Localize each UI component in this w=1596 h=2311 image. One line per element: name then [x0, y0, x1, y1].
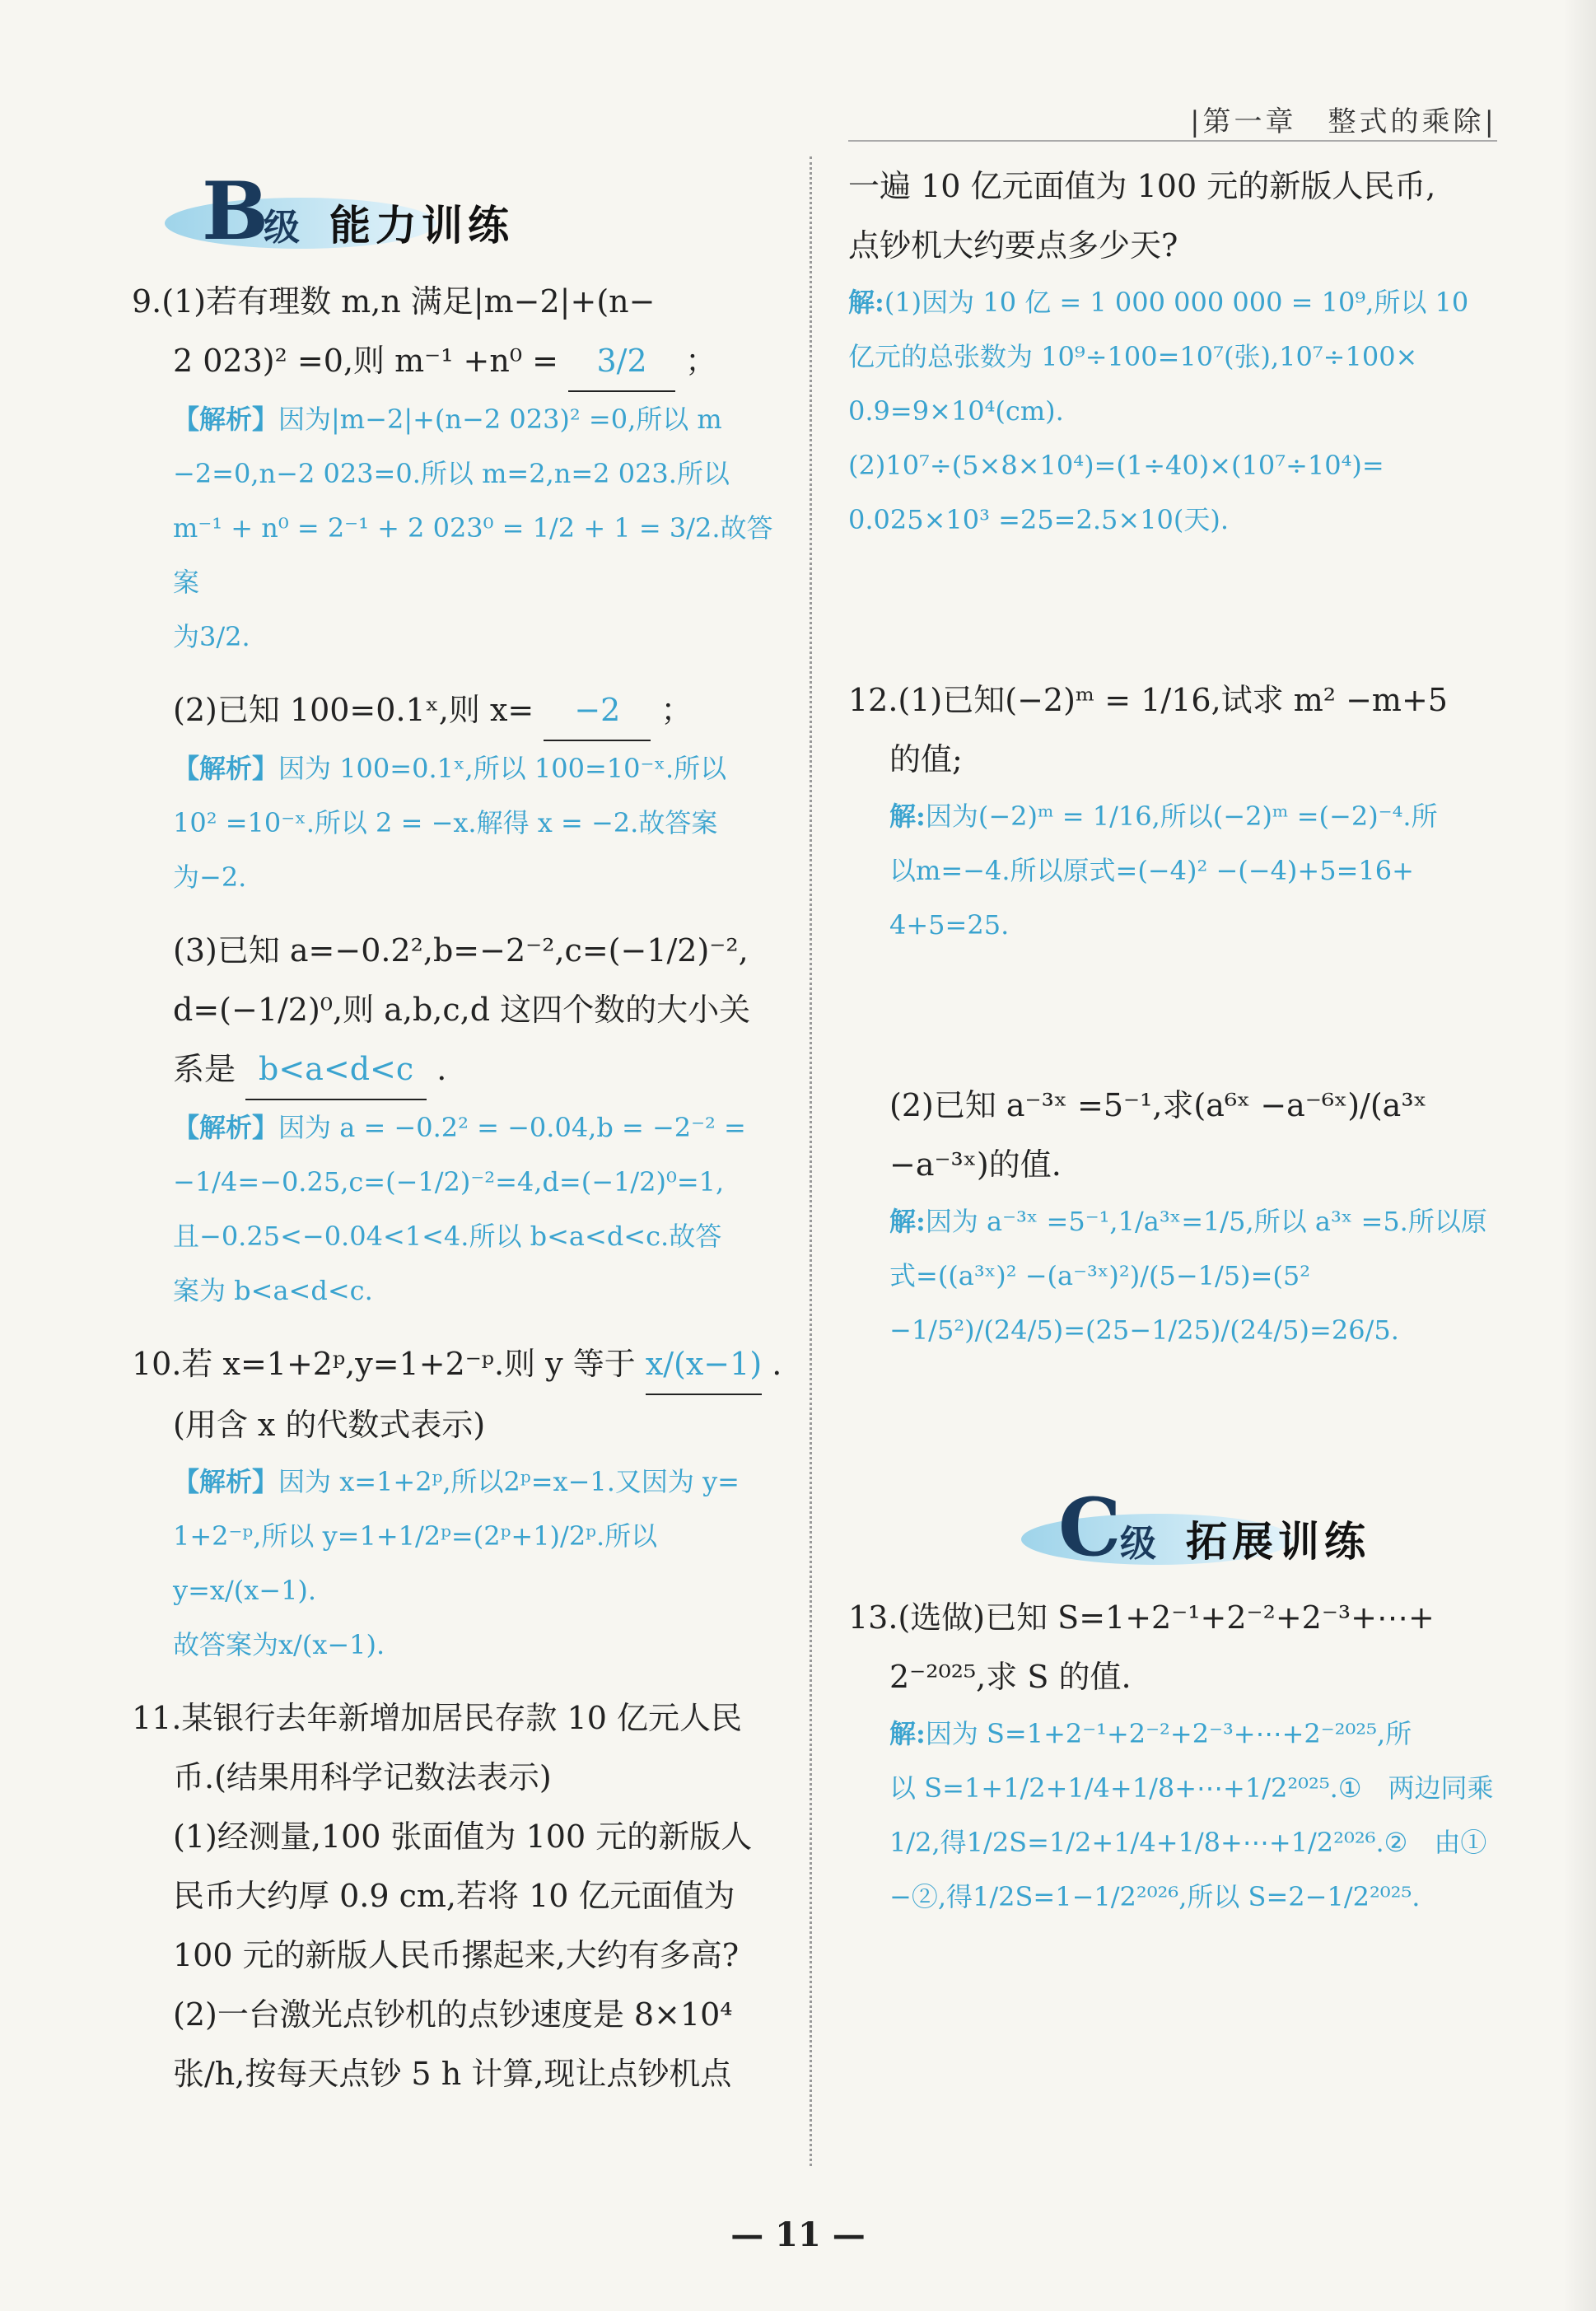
q11-ans4: (2)10⁷÷(5×8×10⁴)=(1÷40)×(10⁷÷10⁴)= [848, 450, 1384, 481]
q11-ans1 [848, 275, 1499, 329]
q12-p1-ans-tag: 解: [889, 801, 926, 832]
page-crease-shadow [1563, 0, 1596, 2311]
q9-p3-line1: (3)已知 a=−0.2²,b=−2⁻²,c=(−1/2)⁻², [173, 932, 749, 969]
q12-p1-ans1 [848, 789, 1499, 843]
q13-ans2: 以 S=1+1/2+1/4+1/8+⋯+1/2²⁰²⁵.① 两边同乘 [889, 1772, 1494, 1804]
q9-p2-ans3: 为−2. [173, 861, 247, 893]
section-c-banner [988, 1481, 1499, 1580]
page-number: — 11 — [730, 2215, 866, 2254]
section-b-letter: B [202, 165, 269, 258]
q11-line1: 11.某银行去年新增加居民存款 10 亿元人民 [132, 1700, 742, 1736]
spacer [848, 952, 1499, 1076]
q9-p3-line3 [132, 1039, 782, 1100]
question-9 [132, 272, 782, 1318]
q11-ans1-text: (1)因为 10 亿 = 1 000 000 000 = 10⁹,所以 10 [884, 287, 1469, 318]
q9-p1-ans2: −2=0,n−2 023=0.所以 m=2,n=2 023.所以 [173, 458, 730, 489]
q13-line1: 13.(选做)已知 S=1+2⁻¹+2⁻²+2⁻³+⋯+ [848, 1599, 1435, 1636]
spacer [848, 1357, 1499, 1481]
spacer [132, 664, 782, 680]
section-c-letter: C [1058, 1481, 1122, 1574]
q13-ans-tag: 解: [889, 1718, 926, 1749]
q12-p1-ans3: 4+5=25. [889, 909, 1010, 941]
q13-line2: 2⁻²⁰²⁵,求 S 的值. [889, 1659, 1132, 1695]
spacer [132, 1318, 782, 1334]
q9-p3-ans3: 且−0.25<−0.04<1<4.所以 b<a<d<c.故答 [173, 1221, 722, 1252]
spacer [132, 904, 782, 921]
q12-p2-ans2: 式=((a³ˣ)² −(a⁻³ˣ)²)/(5−1/5)=(5² −1/5²)/(24/5)=(25−1/25)/(24/5)=26/5. [889, 1260, 1399, 1346]
q9-p2-text: (2)已知 100=0.1ˣ,则 x= [173, 692, 534, 728]
q10-ans1-text: 因为 x=1+2ᵖ,所以2ᵖ=x−1.又因为 y= [278, 1466, 740, 1497]
q9-p2-ans-tag: 【解析】 [173, 753, 279, 784]
q11-ans-tag: 解: [848, 287, 884, 318]
q9-p2-ans1-text: 因为 100=0.1ˣ,所以 100=10⁻ˣ.所以 [278, 753, 727, 784]
q12-p1-line1: 12.(1)已知(−2)ᵐ = 1/16,试求 m² −m+5 [848, 682, 1448, 718]
q9-p1-text: 2 023)² =0,则 m⁻¹ +n⁰ = [173, 343, 558, 379]
q11-ans2: 亿元的总张数为 10⁹÷100=10⁷(张),10⁷÷100× [848, 341, 1418, 372]
q10-text: 10.若 x=1+2ᵖ,y=1+2⁻ᵖ.则 y 等于 [132, 1346, 636, 1382]
q13-ans3: 1/2,得1/2S=1/2+1/4+1/8+⋯+1/2²⁰²⁶.② 由① [889, 1827, 1487, 1858]
q11-line7: 张/h,按每天点钞 5 h 计算,现让点钞机点 [173, 2056, 732, 2092]
q10-line1 [132, 1334, 782, 1395]
question-10 [132, 1334, 782, 1672]
q10-ans3: 故答案为x/(x−1). [173, 1629, 385, 1660]
q9-p3-end: . [436, 1051, 447, 1087]
q9-p1-ans4: 为3/2. [173, 621, 250, 652]
section-c-title: 拓展训练 [1186, 1518, 1370, 1566]
q12-p1-line2: 的值; [889, 741, 963, 777]
q11-line6: (2)一台激光点钞机的点钞速度是 8×10⁴ [173, 1996, 733, 2033]
q9-p1-ans-tag: 【解析】 [173, 404, 279, 435]
q9-p3-blank: b<a<d<c [245, 1039, 427, 1100]
spacer [132, 1672, 782, 1688]
q9-p3-ans-tag: 【解析】 [173, 1112, 279, 1143]
q11-line4: 民币大约厚 0.9 cm,若将 10 亿元面值为 [173, 1878, 735, 1914]
question-13 [848, 1588, 1499, 1924]
q11-line2: 币.(结果用科学记数法表示) [173, 1759, 552, 1795]
q9-p3-text: 系是 [173, 1051, 236, 1087]
q11-ans5: 0.025×10³ =25=2.5×10(天). [848, 504, 1230, 535]
question-12 [848, 670, 1499, 1357]
right-column [848, 156, 1499, 1924]
q12-p2-ans1-text: 因为 a⁻³ˣ =5⁻¹,1/a³ˣ=1/5,所以 a³ˣ =5.所以原 [925, 1206, 1487, 1237]
q9-p2-blank: −2 [544, 680, 651, 741]
q11-line9: 点钞机大约要点多少天? [848, 227, 1178, 264]
section-c-ji: 级 [1120, 1523, 1156, 1565]
section-b-title: 能力训练 [329, 202, 514, 250]
q12-p2-ans-tag: 解: [889, 1206, 926, 1237]
q11-line8: 一遍 10 亿元面值为 100 元的新版人民币, [848, 168, 1436, 204]
section-b-banner [132, 165, 782, 264]
question-11-continued [848, 156, 1499, 547]
q9-p1-line1: 9.(1)若有理数 m,n 满足|m−2|+(n− [132, 283, 656, 320]
question-11 [132, 1688, 782, 2103]
q12-p2-ans1 [848, 1194, 1499, 1249]
q12-p1-ans1-text: 因为(−2)ᵐ = 1/16,所以(−2)ᵐ =(−2)⁻⁴.所 [925, 801, 1438, 832]
q9-p1-end: ； [685, 343, 717, 379]
q10-ans-tag: 【解析】 [173, 1466, 279, 1497]
spacer [848, 547, 1499, 670]
q9-p1-ans1-text: 因为|m−2|+(n−2 023)² =0,所以 m [278, 404, 722, 435]
chapter-header: |第一章 整式的乘除| [1190, 105, 1497, 138]
column-divider [810, 156, 812, 2166]
q9-p3-ans1 [132, 1100, 782, 1155]
q9-p2-ans2: 10² =10⁻ˣ.所以 2 = −x.解得 x = −2.故答案 [173, 807, 718, 838]
q9-p2-ans1 [132, 741, 782, 796]
q10-end: . [772, 1346, 782, 1382]
q10-blank: x/(x−1) [646, 1334, 762, 1395]
q11-line5: 100 元的新版人民币摞起来,大约有多高? [173, 1937, 740, 1973]
header-rule [848, 140, 1497, 142]
q12-p1-ans2: 以m=−4.所以原式=(−4)² −(−4)+5=16+ [889, 855, 1414, 886]
q11-line3: (1)经测量,100 张面值为 100 元的新版人 [173, 1818, 753, 1855]
q13-ans1 [848, 1706, 1499, 1761]
q10-ans2: 1+2⁻ᵖ,所以 y=1+1/2ᵖ=(2ᵖ+1)/2ᵖ.所以 y=x/(x−1). [173, 1520, 658, 1606]
q9-p3-ans1-text: 因为 a = −0.2² = −0.04,b = −2⁻² = [278, 1112, 746, 1143]
q13-ans1-text: 因为 S=1+2⁻¹+2⁻²+2⁻³+⋯+2⁻²⁰²⁵,所 [925, 1718, 1412, 1749]
q9-p3-ans2: −1/4=−0.25,c=(−1/2)⁻²=4,d=(−1/2)⁰=1, [173, 1166, 725, 1198]
q9-p3-line2: d=(−1/2)⁰,则 a,b,c,d 这四个数的大小关 [173, 992, 751, 1028]
q13-ans4: −②,得1/2S=1−1/2²⁰²⁶,所以 S=2−1/2²⁰²⁵. [889, 1881, 1421, 1912]
q12-p2-line1: (2)已知 a⁻³ˣ =5⁻¹,求(a⁶ˣ −a⁻⁶ˣ)/(a³ˣ −a⁻³ˣ)的值. [889, 1087, 1427, 1183]
q9-p2-end: ； [660, 692, 693, 728]
q9-p1-line2 [132, 331, 782, 392]
q9-p2-line [132, 680, 782, 741]
q9-p3-ans4: 案为 b<a<d<c. [173, 1275, 373, 1306]
q9-p1-ans1 [132, 392, 782, 446]
q10-ans1 [132, 1454, 782, 1509]
q11-ans3: 0.9=9×10⁴(cm). [848, 395, 1064, 427]
q9-p1-blank: 3/2 [568, 331, 675, 392]
q10-line2: (用含 x 的代数式表示) [173, 1407, 486, 1443]
q9-p1-ans3: m⁻¹ + n⁰ = 2⁻¹ + 2 023⁰ = 1/2 + 1 = 3/2.故答案 [173, 512, 773, 598]
section-b-ji: 级 [264, 207, 300, 249]
left-column [132, 165, 782, 2103]
